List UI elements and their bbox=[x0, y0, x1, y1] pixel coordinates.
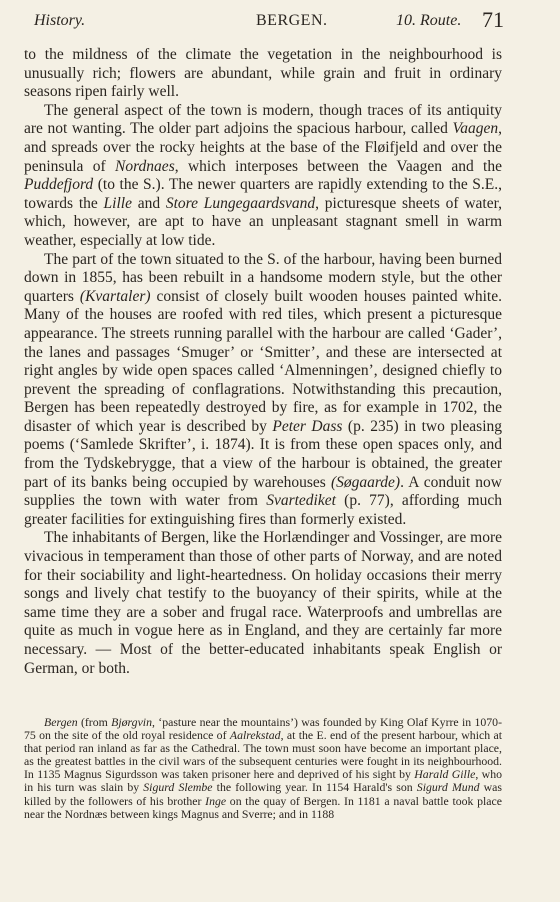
main-text bbox=[24, 46, 502, 678]
running-header bbox=[28, 7, 536, 34]
history-note bbox=[24, 716, 502, 821]
paragraph-inhabitants: The inhabitants of Bergen, like the Horlændinger and Vossinger, are more vivacious in temperament than those of other parts of Norway, and are noted for their sociability and light-heartedness. On holiday occasions their merry songs and lively chat testify to the buoyancy of their spirits, while at the same time they are a sober and frugal race. Waterproofs and umbrellas are quite as much in vogue here as in England, and they are certainly far more necessary. — Most of the better-educated inhabitants speak English or German, or both. bbox=[24, 529, 502, 677]
note-paragraph: Bergen (from Bjørgvin, ‘pasture near the mountains’) was founded by King Olaf Kyrre in 1070-75 on the site of the old royal residence of Aalrekstad, at the E. end of the present harbour, which at that period ran inland as far as the Cathedral. The town must soon have become an important place, as the greatest battles in the civil wars of the subsequent centuries were fought in its neighbourhood. In 1135 Magnus Sigurdsson was taken prisoner here and deprived of his sight by Harald Gille, who in his turn was slain by Sigurd Slembe the following year. In 1154 Harald's son Sigurd Mund was killed by the followers of his brother Inge on the quay of Bergen. In 1181 a naval battle took place near the Nordnæs between kings Magnus and Sverre; and in 1188 bbox=[24, 715, 502, 821]
paragraph-climate: to the mildness of the climate the vegetation in the neighbourhood is unusually rich; flowers are abundant, while grain and fruit in ordinary seasons ripen fairly well. bbox=[24, 46, 502, 101]
header-route-label: 10. Route. bbox=[396, 12, 462, 29]
header-section-title: History. bbox=[34, 12, 86, 29]
paragraph-town-quarters: The part of the town situated to the S. of the harbour, having been burned down in 1855, has been rebuilt in a handsome modern style, but the other quarters (Kvartaler) consist of closely built wooden houses painted white. Many of the houses are roofed with red tiles, which present a picturesque appearance. The streets running parallel with the harbour are called ‘Gader’, the lanes and passages ‘Smuger’ or ‘Smitter’, and these are intersected at right angles by wide open spaces called ‘Almenningen’, designed chiefly to prevent the spreading of conflagrations. Notwithstanding this precaution, Bergen has been repeatedly destroyed by fire, as for example in 1702, the disaster of which year is described by Peter Dass (p. 235) in two pleasing poems (‘Samlede Skrifter’, i. 1874). It is from these open spaces only, and from the Tydskebrygge, that a view of the harbour is obtained, the greater part of its banks being occupied by warehouses (Søgaarde). A conduit now supplies the town with water from Svartediket (p. 77), affording much greater facilities for extinguishing fires than formerly existed. bbox=[24, 250, 502, 528]
paragraph-town-aspect: The general aspect of the town is modern, though traces of its antiquity are not wanting. The older part adjoins the spacious harbour, called Vaagen, and spreads over the rocky heights at the base of the Fløifjeld and over the peninsula of Nordnaes, which interposes between the Vaagen and the Puddefjord (to the S.). The newer quarters are rapidly extending to the S.E., towards the Lille and Store Lungegaardsvand, picturesque sheets of water, which, however, are apt to have an unpleasant stagnant smell in warm weather, especially at low tide. bbox=[24, 101, 502, 249]
page-number: 71 bbox=[482, 7, 504, 32]
header-place-title: BERGEN. bbox=[256, 12, 328, 29]
